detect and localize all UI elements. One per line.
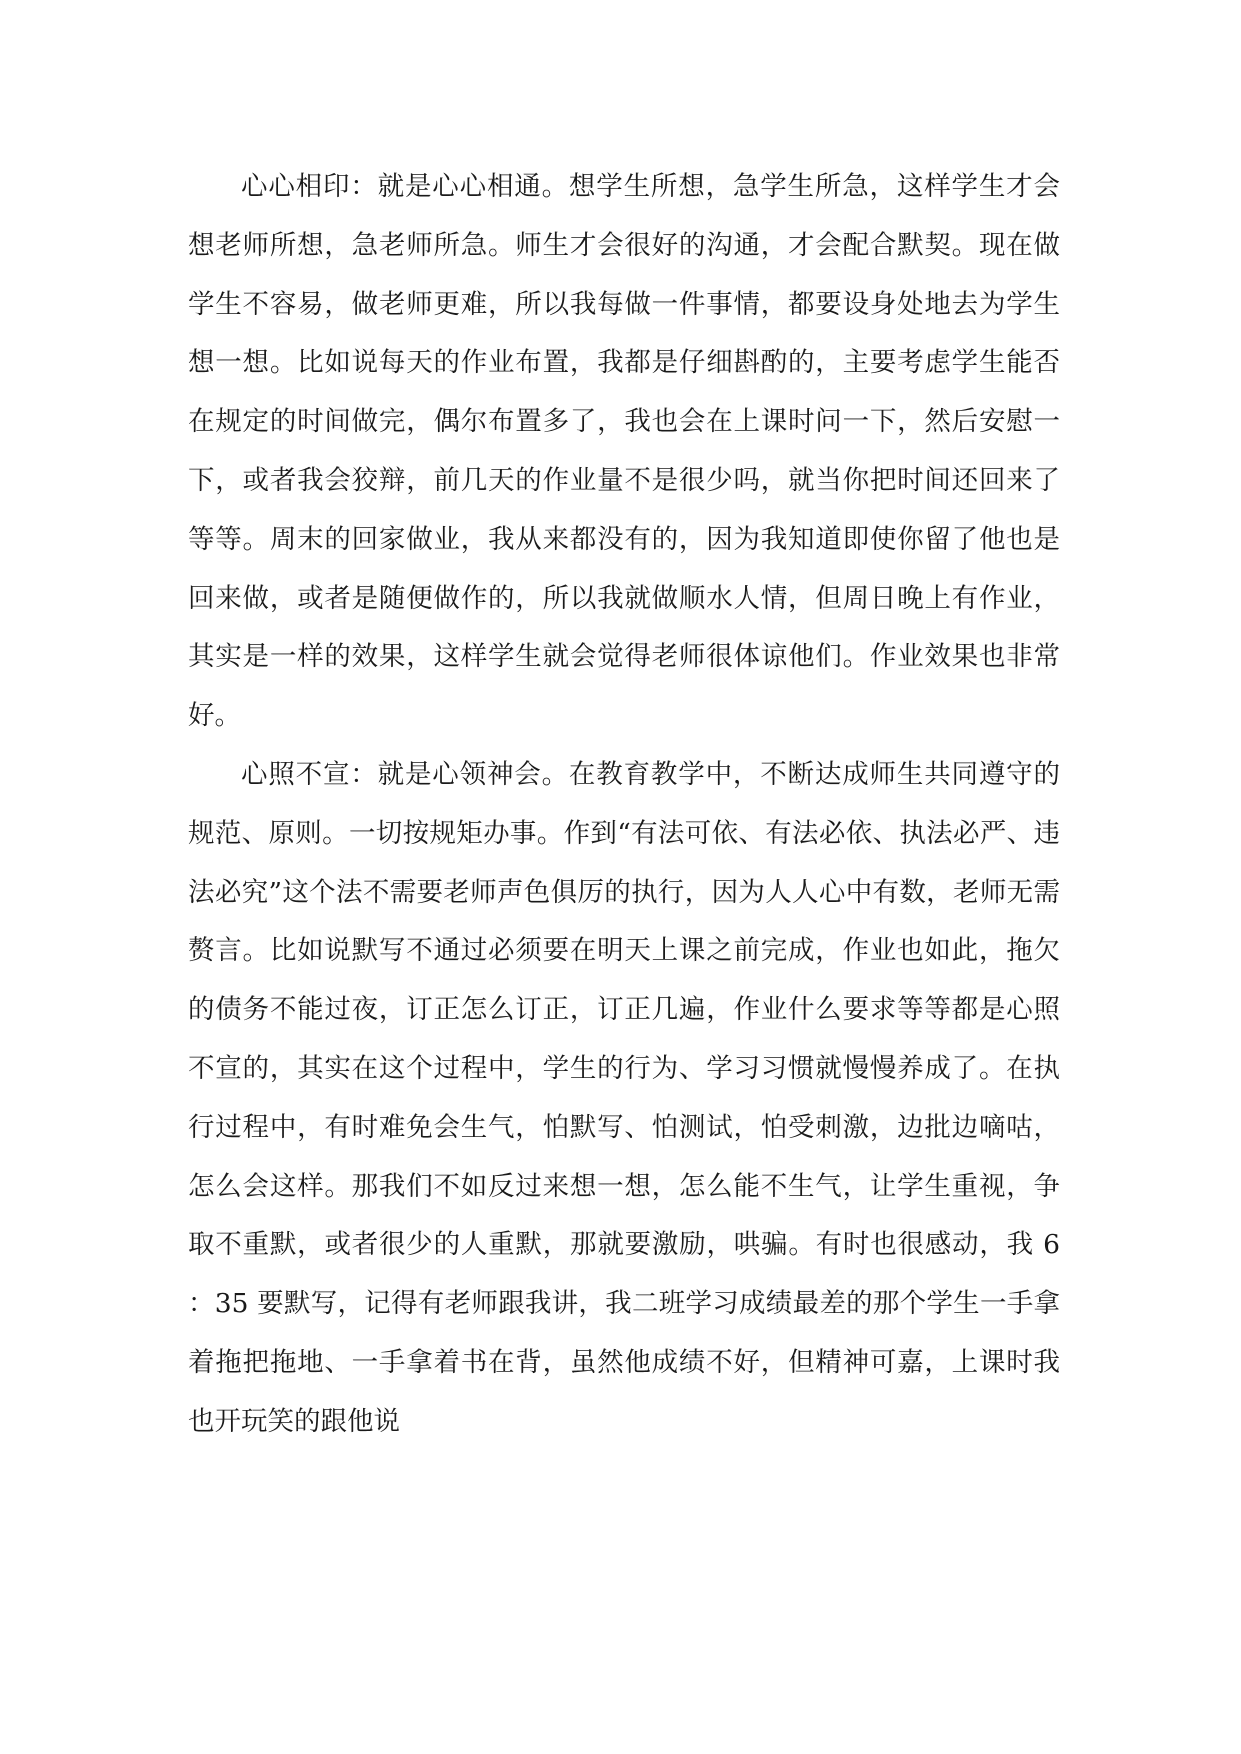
document-body (188, 158, 1060, 1452)
paragraph-tacit-rules: 心照不宣：就是心领神会。在教育教学中，不断达成师生共同遵守的规范、原则。一切按规矩办事。作到“有法可依、有法必依、执法必严、违法必究”这个法不需要老师声色俱厉的执行，因为人人心中有数，老师无需赘言。比如说默写不通过必须要在明天上课之前完成，作业也如此，拖欠的债务不能过夜，订正怎么订正，订正几遍，作业什么要求等等都是心照不宣的，其实在这个过程中，学生的行为、学习习惯就慢慢养成了。在执行过程中，有时难免会生气，怕默写、怕测试，怕受刺激，边批边嘀咕，怎么会这样。那我们不如反过来想一想，怎么能不生气，让学生重视，争取不重默，或者很少的人重默，那就要激励，哄骗。有时也很感动，我 6：35 要默写，记得有老师跟我讲，我二班学习成绩最差的那个学生一手拿着拖把拖地、一手拿着书在背，虽然他成绩不好，但精神可嘉，上课时我也开玩笑的跟他说 (188, 758, 1060, 1437)
paragraph-empathy: 心心相印：就是心心相通。想学生所想，急学生所急，这样学生才会想老师所想，急老师所急。师生才会很好的沟通，才会配合默契。现在做学生不容易，做老师更难，所以我每做一件事情，都要设身处地去为学生想一想。比如说每天的作业布置，我都是仔细斟酌的，主要考虑学生能否在规定的时间做完，偶尔布置多了，我也会在上课时问一下，然后安慰一下，或者我会狡辩，前几天的作业量不是很少吗，就当你把时间还回来了等等。周末的回家做业，我从来都没有的，因为我知道即使你留了他也是回来做，或者是随便做作的，所以我就做顺水人情，但周日晚上有作业，其实是一样的效果，这样学生就会觉得老师很体谅他们。作业效果也非常好。 (188, 171, 1060, 732)
